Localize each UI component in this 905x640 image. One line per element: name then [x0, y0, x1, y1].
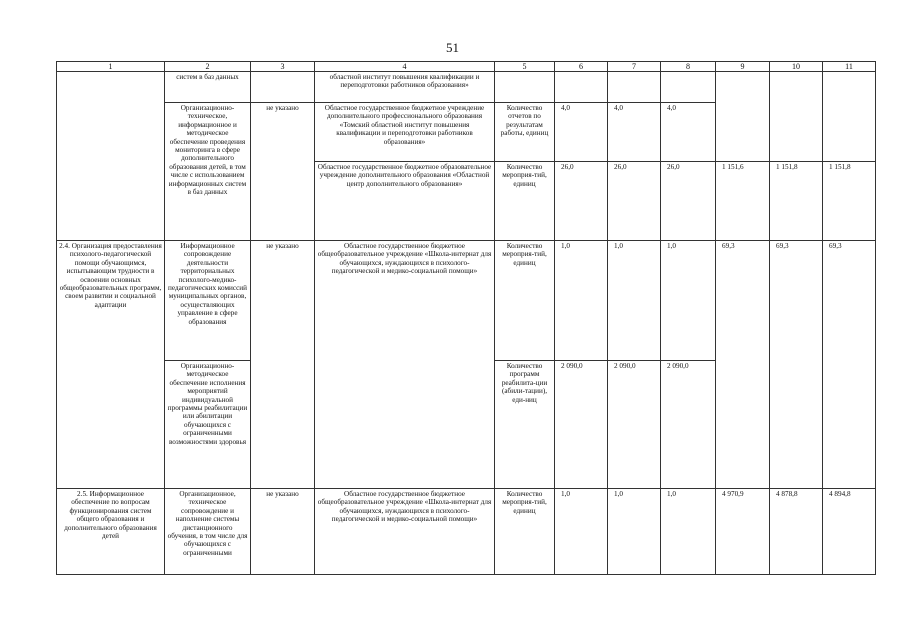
column-header: 10	[770, 62, 823, 72]
column-header: 1	[57, 62, 165, 72]
table-cell: 1 151,8	[770, 162, 823, 241]
table-cell	[57, 72, 165, 241]
table-cell: 1,0	[661, 489, 716, 575]
table-cell	[716, 72, 770, 162]
column-header: 5	[495, 62, 555, 72]
table-row	[57, 72, 876, 103]
column-header: 8	[661, 62, 716, 72]
table-cell: Организационное, техническое сопровождение и наполнение системы дистанционного обучения, в том числе для обучающихся с ограниченными	[165, 489, 251, 575]
table-cell: Областное государственное бюджетное общеобразовательное учреждение «Школа-интернат для обучающихся, нуждающихся в психолого-педагогической и медико-социальной помощи»	[315, 489, 495, 575]
table-cell: 1,0	[608, 241, 661, 361]
table-cell: 26,0	[555, 162, 608, 241]
table-cell: Областное государственное бюджетное учреждение дополнительного профессионального образования «Томский областной институт повышения квалификации и переподготовки работников образования»	[315, 103, 495, 162]
column-header: 2	[165, 62, 251, 72]
table-cell	[770, 72, 823, 162]
table-row	[57, 241, 876, 361]
table-cell: 4,0	[608, 103, 661, 162]
table-cell: 1,0	[608, 489, 661, 575]
table-cell: 1 151,8	[823, 162, 876, 241]
table-cell	[495, 72, 555, 103]
column-header: 3	[251, 62, 315, 72]
table-cell: 26,0	[608, 162, 661, 241]
table-cell: не указано	[251, 489, 315, 575]
table-cell: 2.5. Информационное обеспечение по вопросам функционирования систем общего образования и дополнительного образования детей	[57, 489, 165, 575]
column-header: 9	[716, 62, 770, 72]
table-cell: 26,0	[661, 162, 716, 241]
table-cell: Организационно-методическое обеспечение исполнения мероприятий индивидуальной программы реабилитации или абилитации обучающихся с ограниченными возможностями здоровья	[165, 361, 251, 489]
column-header: 6	[555, 62, 608, 72]
column-header: 7	[608, 62, 661, 72]
table-cell: Областное государственное бюджетное образовательное учреждение дополнительного образования «Областной центр дополнительного образования»	[315, 162, 495, 241]
table-cell: 1,0	[661, 241, 716, 361]
table-cell: областной институт повышения квалификации и переподготовки работников образования»	[315, 72, 495, 103]
table-cell	[555, 72, 608, 103]
table-cell	[823, 72, 876, 162]
table-cell: 4,0	[661, 103, 716, 162]
table-cell: 4 970,9	[716, 489, 770, 575]
table-cell: 4,0	[555, 103, 608, 162]
table-cell: 4 894,8	[823, 489, 876, 575]
table-cell: 2 090,0	[661, 361, 716, 489]
table-cell	[661, 72, 716, 103]
table-cell: Организационно-техническое, информационное и методическое обеспечение проведения мониторинга в сфере дополнительного образования детей, в том числе с использованием информационных систем в баз данных	[165, 103, 251, 241]
column-header: 11	[823, 62, 876, 72]
table-cell: Количество отчетов по результатам работы, единиц	[495, 103, 555, 162]
column-header: 4	[315, 62, 495, 72]
table-cell: 69,3	[716, 241, 770, 489]
table-cell: 1,0	[555, 489, 608, 575]
table-cell: 1 151,6	[716, 162, 770, 241]
table-cell: 69,3	[770, 241, 823, 489]
table-row	[57, 489, 876, 575]
table-cell: не указано	[251, 103, 315, 241]
table-cell: 69,3	[823, 241, 876, 489]
table-cell: Количество программ реабилита-ции (абили-тации), еди-ниц	[495, 361, 555, 489]
budget-table	[56, 61, 876, 575]
table-cell	[251, 72, 315, 103]
table-cell: 2 090,0	[555, 361, 608, 489]
table-cell: Количество мероприя-тий, единиц	[495, 489, 555, 575]
table-cell: систем в баз данных	[165, 72, 251, 103]
header-row	[57, 62, 876, 72]
table-cell: не указано	[251, 241, 315, 489]
table-cell: 2.4. Организация предоставления психолого-педагогической помощи обучающимся, испытывающим трудности в освоении основных общеобразовательных программ, своем развитии и социальной адаптации	[57, 241, 165, 489]
table-cell: Количество мероприя-тий, единиц	[495, 162, 555, 241]
page-number: 51	[446, 40, 459, 55]
table-cell: 4 878,8	[770, 489, 823, 575]
table-cell	[608, 72, 661, 103]
table-cell: 1,0	[555, 241, 608, 361]
table-cell: Областное государственное бюджетное общеобразовательное учреждение «Школа-интернат для обучающихся, нуждающихся в психолого-педагогической и медико-социальной помощи»	[315, 241, 495, 489]
table-cell: Информационное сопровождение деятельности территориальных психолого-медико-педагогических комиссий муниципальных органов, осуществляющих управление в сфере образования	[165, 241, 251, 361]
table-cell: 2 090,0	[608, 361, 661, 489]
table-cell: Количество мероприя-тий, единиц	[495, 241, 555, 361]
